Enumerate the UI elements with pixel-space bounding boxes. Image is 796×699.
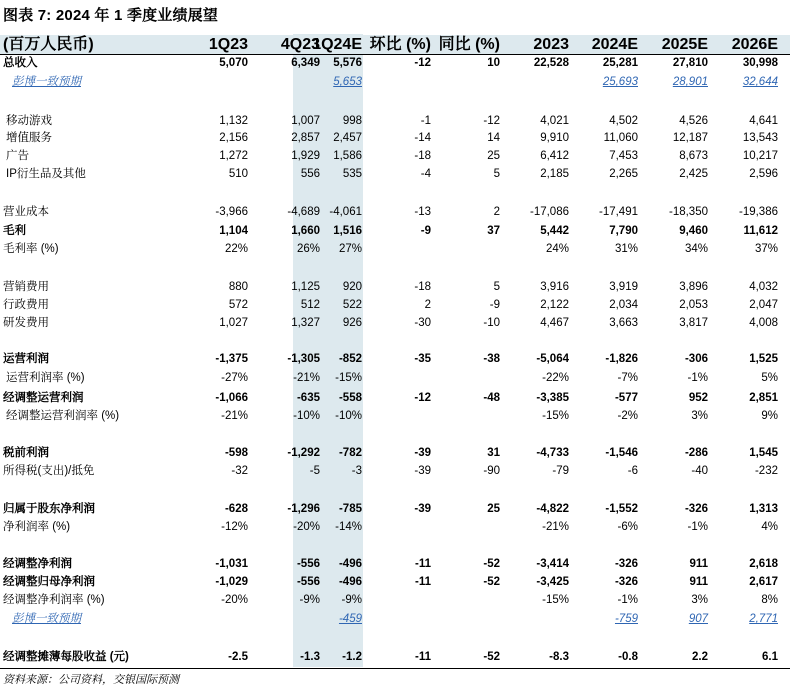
cell-fy2026e: 1,525 [749,353,778,365]
table-row [0,129,790,148]
cell-yoy: -52 [483,558,500,570]
row-label: 经调整运营利润率 (%) [6,410,120,422]
cell-fy2023: -3,414 [536,558,569,570]
cell-qoq: -35 [414,353,431,365]
cell-fy2025e: 3,817 [679,317,708,329]
table-row [0,350,790,369]
cell-1q24e: -9% [341,594,362,606]
cell-qoq: -9 [420,225,431,237]
cell-fy2023: -17,086 [529,206,569,218]
cell-1q23: -12% [221,521,248,533]
cell-1q24e: 1,586 [333,150,362,162]
cell-qoq: -11 [415,558,431,570]
cell-fy2026e: 2,047 [749,299,778,311]
cell-4q23: -556 [296,558,320,570]
cell-1q24e: 998 [342,115,362,127]
cell-fy2023: 3,916 [540,281,569,293]
cell-yoy: -12 [483,115,500,127]
table-header-row [0,35,790,55]
table-row [0,222,790,241]
cell-4q23: -20% [293,521,320,533]
cell-1q23: -32 [231,465,248,477]
cell-fy2024e: 11,060 [603,132,638,144]
cell-yoy: 5 [493,281,500,293]
cell-fy2026e: -19,386 [738,206,778,218]
cell-1q23: -27% [221,372,248,384]
cell-fy2023: -3,385 [536,392,569,404]
cell-fy2023: 6,412 [540,150,569,162]
row-label: 经调整摊薄每股收益 (元) [3,651,129,663]
cell-1q23: -628 [224,503,248,515]
cell-fy2024e: -326 [614,576,638,588]
cell-1q24e: 27% [338,243,362,255]
consensus-row [0,73,790,92]
table-row [0,296,790,315]
cell-fy2023: 4,021 [540,115,569,127]
cell-fy2024e: -1,826 [605,353,638,365]
table-row [0,314,790,333]
table-row [0,462,790,481]
cell-fy2024e: 4,502 [609,115,638,127]
header-unit-label: (百万人民币) [3,36,94,53]
cell-fy2023: -4,822 [536,503,569,515]
cell-4q23: -1,296 [287,503,320,515]
cell-qoq: -39 [414,447,431,459]
column-header-fy2024e: 2024E [591,36,638,53]
cell-fy2026e: 13,543 [742,132,778,144]
cell-fy2025e: 27,810 [672,57,708,69]
cell-fy2026e: 2,596 [749,168,778,180]
cell-4q23: -9% [299,594,320,606]
cell-fy2023: -3,425 [536,576,569,588]
table-row [0,518,790,537]
cell-1q23: -1,029 [215,576,248,588]
table-row [0,573,790,592]
row-label: 营销费用 [3,281,49,293]
cell-fy2025e: -1% [687,521,708,533]
cell-1q24e: -785 [338,503,362,515]
cell-qoq: -39 [414,503,431,515]
cell-fy2024e: -0.8 [618,651,638,663]
cell-4q23: 26% [296,243,320,255]
cell-fy2024e: -1,546 [605,447,638,459]
cell-fy2026e: 9% [761,410,778,422]
cell-yoy: -9 [489,299,500,311]
row-label: 总收入 [3,57,38,69]
cell-1q24e: 522 [342,299,362,311]
cell-fy2023: 4,467 [540,317,569,329]
cell-4q23: -4,689 [287,206,320,218]
cell-fy2023: -22% [542,372,569,384]
cell-1q24e: -3 [351,465,362,477]
cell-yoy: -38 [483,353,500,365]
cell-fy2025e: -18,350 [668,206,708,218]
cell-fy2024e: -1% [617,594,638,606]
source-note: 资料来源：公司资料，交银国际预测 [3,674,179,686]
cell-fy2023: -5,064 [536,353,569,365]
cell-fy2023: 5,442 [540,225,569,237]
row-label: 运营利润率 (%) [6,372,85,384]
table-row [0,500,790,519]
cell-1q23: 22% [224,243,248,255]
cell-1q23: 5,070 [219,57,248,69]
cell-1q24e: -496 [338,576,362,588]
column-header-fy2026e: 2026E [731,36,778,53]
cell-1q23: 2,156 [219,132,248,144]
cell-fy2023: 2,122 [540,299,569,311]
cell-fy2025e: 2.2 [692,651,708,663]
consensus-row [0,610,790,629]
cell-yoy: -10 [483,317,500,329]
cell-1q24e: -496 [338,558,362,570]
column-header-1q24e: 1Q24E [312,36,362,53]
cell-fy2025e: 2,425 [679,168,708,180]
cell-fy2025e: 3% [691,410,708,422]
table-row [0,240,790,259]
row-label: 运营利润 [3,353,49,365]
table-row [0,555,790,574]
row-label: 营业成本 [3,206,49,218]
cell-1q24e: 920 [342,281,362,293]
cell-fy2026e: 4,641 [749,115,778,127]
cell-yoy: -90 [483,465,500,477]
cell-fy2023: -4,733 [536,447,569,459]
cell-1q24e: -10% [335,410,362,422]
cell-1q24e: 5,576 [333,57,362,69]
cell-fy2024e: 3,663 [609,317,638,329]
cell-1q23: -1,375 [215,353,248,365]
table-row [0,369,790,388]
cell-4q23: -1,292 [287,447,320,459]
row-label: 移动游戏 [6,115,52,127]
row-label: 增值服务 [6,132,52,144]
column-header-yoy: 同比 (%) [438,36,500,53]
cell-yoy: 31 [487,447,500,459]
cell-1q23: -1,031 [215,558,248,570]
row-label: 毛利率 (%) [3,243,59,255]
cell-4q23: -10% [293,410,320,422]
cell-yoy: 10 [487,57,500,69]
cell-1q24e: -459 [338,613,362,625]
row-label: 税前利润 [3,447,49,459]
cell-4q23: 512 [300,299,320,311]
column-header-fy2025e: 2025E [661,36,708,53]
table-bottom-rule [0,668,790,669]
cell-1q24e: -14% [335,521,362,533]
cell-fy2026e: 37% [754,243,778,255]
cell-qoq: -12 [414,57,431,69]
column-header-qoq: 环比 (%) [369,36,431,53]
cell-fy2025e: -326 [684,503,708,515]
cell-1q24e: 926 [342,317,362,329]
cell-1q23: 510 [228,168,248,180]
cell-4q23: -556 [296,576,320,588]
cell-fy2024e: 25,693 [602,76,638,88]
cell-4q23: 1,327 [291,317,320,329]
cell-fy2023: -15% [542,594,569,606]
cell-fy2026e: 10,217 [742,150,778,162]
cell-1q24e: -1.2 [342,651,362,663]
table-row [0,54,790,73]
cell-4q23: 1,007 [291,115,320,127]
row-label: 毛利 [3,225,26,237]
cell-fy2025e: 28,901 [672,76,708,88]
cell-1q23: -20% [221,594,248,606]
row-label: 彭博一致预期 [12,613,81,625]
table-title: 图表 7: 2024 年 1 季度业绩展望 [3,7,219,24]
cell-1q23: 1,104 [219,225,248,237]
cell-fy2026e: 4,032 [749,281,778,293]
row-label: 经调整归母净利润 [3,576,95,588]
cell-fy2026e: 5% [761,372,778,384]
cell-fy2024e: -2% [617,410,638,422]
row-label: 行政费用 [3,299,49,311]
cell-qoq: -39 [414,465,431,477]
cell-1q24e: -4,061 [329,206,362,218]
cell-fy2026e: 2,771 [749,613,778,625]
cell-1q24e: 1,516 [333,225,362,237]
cell-qoq: -14 [414,132,431,144]
cell-fy2026e: 2,851 [749,392,778,404]
cell-4q23: 1,929 [291,150,320,162]
table-row [0,389,790,408]
cell-1q23: -21% [221,410,248,422]
cell-fy2025e: 952 [688,392,708,404]
cell-fy2024e: 7,790 [609,225,638,237]
cell-1q23: 1,132 [219,115,248,127]
cell-fy2026e: 6.1 [762,651,778,663]
cell-fy2024e: -7% [617,372,638,384]
cell-1q24e: -15% [335,372,362,384]
cell-yoy: -52 [483,576,500,588]
cell-1q24e: -558 [338,392,362,404]
cell-fy2025e: -40 [691,465,708,477]
cell-4q23: -635 [296,392,320,404]
cell-fy2025e: 34% [684,243,708,255]
cell-1q24e: 2,457 [333,132,362,144]
table-row [0,407,790,426]
cell-fy2024e: -759 [614,613,638,625]
row-label: 净利润率 (%) [3,521,71,533]
cell-fy2025e: 3,896 [679,281,708,293]
cell-4q23: 1,125 [291,281,320,293]
cell-fy2026e: 4,008 [749,317,778,329]
row-label: 经调整净利润 [3,558,72,570]
cell-fy2026e: 1,545 [749,447,778,459]
cell-fy2024e: -577 [614,392,638,404]
cell-fy2026e: 2,617 [749,576,778,588]
cell-fy2023: 2,185 [540,168,569,180]
cell-fy2025e: -1% [687,372,708,384]
cell-fy2026e: 11,612 [743,225,778,237]
table-row [0,591,790,610]
cell-4q23: -21% [293,372,320,384]
cell-1q23: -3,966 [215,206,248,218]
cell-fy2025e: 4,526 [679,115,708,127]
cell-qoq: -1 [420,115,431,127]
cell-1q24e: 535 [342,168,362,180]
cell-fy2025e: 8,673 [679,150,708,162]
cell-qoq: -18 [414,150,431,162]
cell-fy2025e: 2,053 [679,299,708,311]
column-header-4q23: 4Q23 [280,36,320,53]
cell-fy2025e: 911 [689,576,708,588]
cell-fy2023: -79 [552,465,569,477]
cell-fy2023: -8.3 [549,651,569,663]
table-row [0,648,790,667]
cell-qoq: -4 [420,168,431,180]
cell-fy2023: -15% [542,410,569,422]
cell-4q23: 556 [300,168,320,180]
cell-qoq: -12 [414,392,431,404]
cell-1q23: 572 [228,299,248,311]
cell-4q23: -5 [309,465,320,477]
cell-yoy: 2 [493,206,500,218]
cell-fy2024e: 2,265 [609,168,638,180]
cell-4q23: -1.3 [300,651,320,663]
cell-fy2023: 22,528 [533,57,569,69]
column-header-1q23: 1Q23 [208,36,248,53]
cell-fy2024e: 7,453 [609,150,638,162]
cell-fy2024e: -326 [614,558,638,570]
cell-fy2026e: 8% [761,594,778,606]
cell-4q23: 2,857 [291,132,320,144]
row-label: 研发费用 [3,317,49,329]
row-label: IP衍生品及其他 [6,168,86,180]
cell-fy2026e: 1,313 [749,503,778,515]
cell-fy2026e: 30,998 [742,57,778,69]
cell-fy2024e: 25,281 [602,57,638,69]
cell-qoq: -11 [415,651,431,663]
cell-fy2023: 9,910 [540,132,569,144]
cell-qoq: 2 [424,299,431,311]
cell-1q23: -598 [224,447,248,459]
cell-fy2023: -21% [542,521,569,533]
table-row [0,278,790,297]
cell-fy2024e: 3,919 [609,281,638,293]
row-label: 归属于股东净利润 [3,503,95,515]
cell-fy2024e: -17,491 [598,206,638,218]
cell-fy2025e: -286 [684,447,708,459]
cell-yoy: -52 [483,651,500,663]
cell-yoy: 5 [493,168,500,180]
cell-fy2025e: -306 [684,353,708,365]
cell-fy2024e: 2,034 [609,299,638,311]
cell-fy2026e: -232 [754,465,778,477]
cell-1q24e: -782 [338,447,362,459]
cell-fy2023: 24% [545,243,569,255]
row-label: 广告 [6,150,29,162]
cell-fy2025e: 907 [688,613,708,625]
cell-fy2024e: 31% [614,243,638,255]
row-label: 经调整净利润率 (%) [3,594,105,606]
table-row [0,165,790,184]
cell-1q23: 1,272 [219,150,248,162]
cell-yoy: 37 [487,225,500,237]
cell-yoy: 25 [487,503,500,515]
cell-qoq: -18 [414,281,431,293]
cell-fy2024e: -6 [627,465,638,477]
table-row [0,147,790,166]
cell-fy2025e: 9,460 [679,225,708,237]
cell-fy2024e: -6% [617,521,638,533]
cell-4q23: -1,305 [287,353,320,365]
cell-qoq: -13 [414,206,431,218]
row-label: 经调整运营利润 [3,392,84,404]
cell-1q24e: 5,653 [333,76,362,88]
cell-fy2025e: 911 [689,558,708,570]
column-header-fy2023: 2023 [533,36,569,53]
cell-1q23: 1,027 [219,317,248,329]
cell-1q23: -1,066 [215,392,248,404]
cell-yoy: -48 [483,392,500,404]
cell-fy2026e: 4% [761,521,778,533]
cell-1q23: 880 [228,281,248,293]
cell-qoq: -11 [415,576,431,588]
cell-fy2026e: 32,644 [742,76,778,88]
cell-qoq: -30 [414,317,431,329]
cell-4q23: 1,660 [291,225,320,237]
cell-1q23: -2.5 [228,651,248,663]
row-label: 所得税(支出)/抵免 [3,465,95,477]
table-row [0,203,790,222]
cell-1q24e: -852 [338,353,362,365]
cell-yoy: 25 [487,150,500,162]
row-label: 彭博一致预期 [12,76,81,88]
cell-yoy: 14 [487,132,500,144]
cell-fy2025e: 12,187 [672,132,708,144]
cell-fy2025e: 3% [691,594,708,606]
cell-fy2024e: -1,552 [605,503,638,515]
table-row [0,444,790,463]
cell-4q23: 6,349 [291,57,320,69]
cell-fy2026e: 2,618 [749,558,778,570]
